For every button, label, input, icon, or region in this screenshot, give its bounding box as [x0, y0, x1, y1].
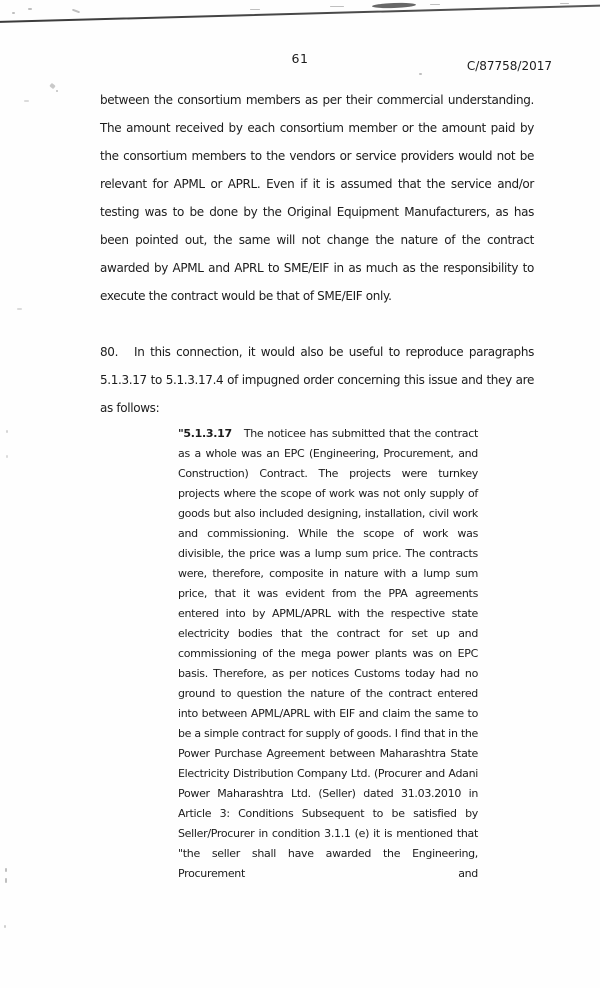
page-number: 61: [291, 51, 309, 66]
scan-speck-artifact: [5, 868, 7, 872]
scan-speck-artifact: [12, 12, 15, 14]
scan-line-artifact: [0, 4, 600, 23]
scan-speck-artifact: [430, 4, 440, 5]
scan-speck-artifact: [419, 73, 422, 75]
scan-speck-artifact: [5, 878, 7, 883]
scan-smudge-artifact: [372, 2, 416, 9]
scan-speck-artifact: [330, 6, 344, 7]
scan-speck-artifact: [6, 455, 8, 458]
paragraph-80: [100, 338, 534, 422]
quoted-order-paragraph: [178, 424, 478, 884]
quote-paragraph-number: "5.1.3.17: [178, 427, 232, 440]
paragraph-continuation: between the consortium members as per their commercial understanding. The amount received by each consortium member or the amount paid by the consortium members to the vendors or service providers would not be relevant for APML or APRL. Even if it is assumed that the service and/or testing was to be done by the Original Equipment Manufacturers, as has been pointed out, the same will not change the nature of the contract awarded by APML and APRL to SME/EIF in as much as the responsibility to execute the contract would be that of SME/EIF only.: [100, 93, 534, 303]
scan-speck-artifact: [49, 83, 55, 89]
paragraph-80-text: In this connection, it would also be useful to reproduce paragraphs 5.1.3.17 to 5.1.3.17.4 of impugned order concerning this issue and they are as follows:: [100, 345, 534, 415]
scan-speck-artifact: [24, 100, 29, 102]
paragraph-80-number: 80.: [100, 345, 119, 359]
scan-speck-artifact: [4, 925, 6, 928]
scan-speck-artifact: [72, 9, 80, 14]
scan-speck-artifact: [28, 8, 32, 10]
scan-speck-artifact: [6, 430, 8, 433]
quote-paragraph-text: The noticee has submitted that the contract as a whole was an EPC (Engineering, Procurement, and Construction) Contract. The projects were turnkey projects where the scope of work was not only supply of goods but also included designing, installation, civil work and commissioning. While the scope of work was divisible, the price was a lump sum price. The contracts were, therefore, composite in nature with a lump sum price, that it was evident from the PPA agreements entered into by APML/APRL with the respective state electricity bodies that the contract for set up and commissioning of the mega power plants was on EPC basis. Therefore, as per notices Customs today had no ground to question the nature of the contract entered into between APML/APRL with EIF and claim the same to be a simple contract for supply of goods. I find that in the Power Purchase Agreement between Maharashtra State Electricity Distribution Company Ltd. (Procurer and Adani Power Maharashtra Ltd. (Seller) dated 31.03.2010 in Article 3: Conditions Subsequent to be satisfied by Seller/Procurer in condition 3.1.1 (e) it is mentioned that "the seller shall have awarded the Engineering, Procurement and: [178, 427, 478, 880]
scan-speck-artifact: [250, 9, 260, 10]
scan-speck-artifact: [560, 3, 569, 4]
scan-speck-artifact: [56, 90, 58, 92]
scan-speck-artifact: [17, 308, 22, 310]
case-reference: C/87758/2017: [466, 59, 552, 73]
